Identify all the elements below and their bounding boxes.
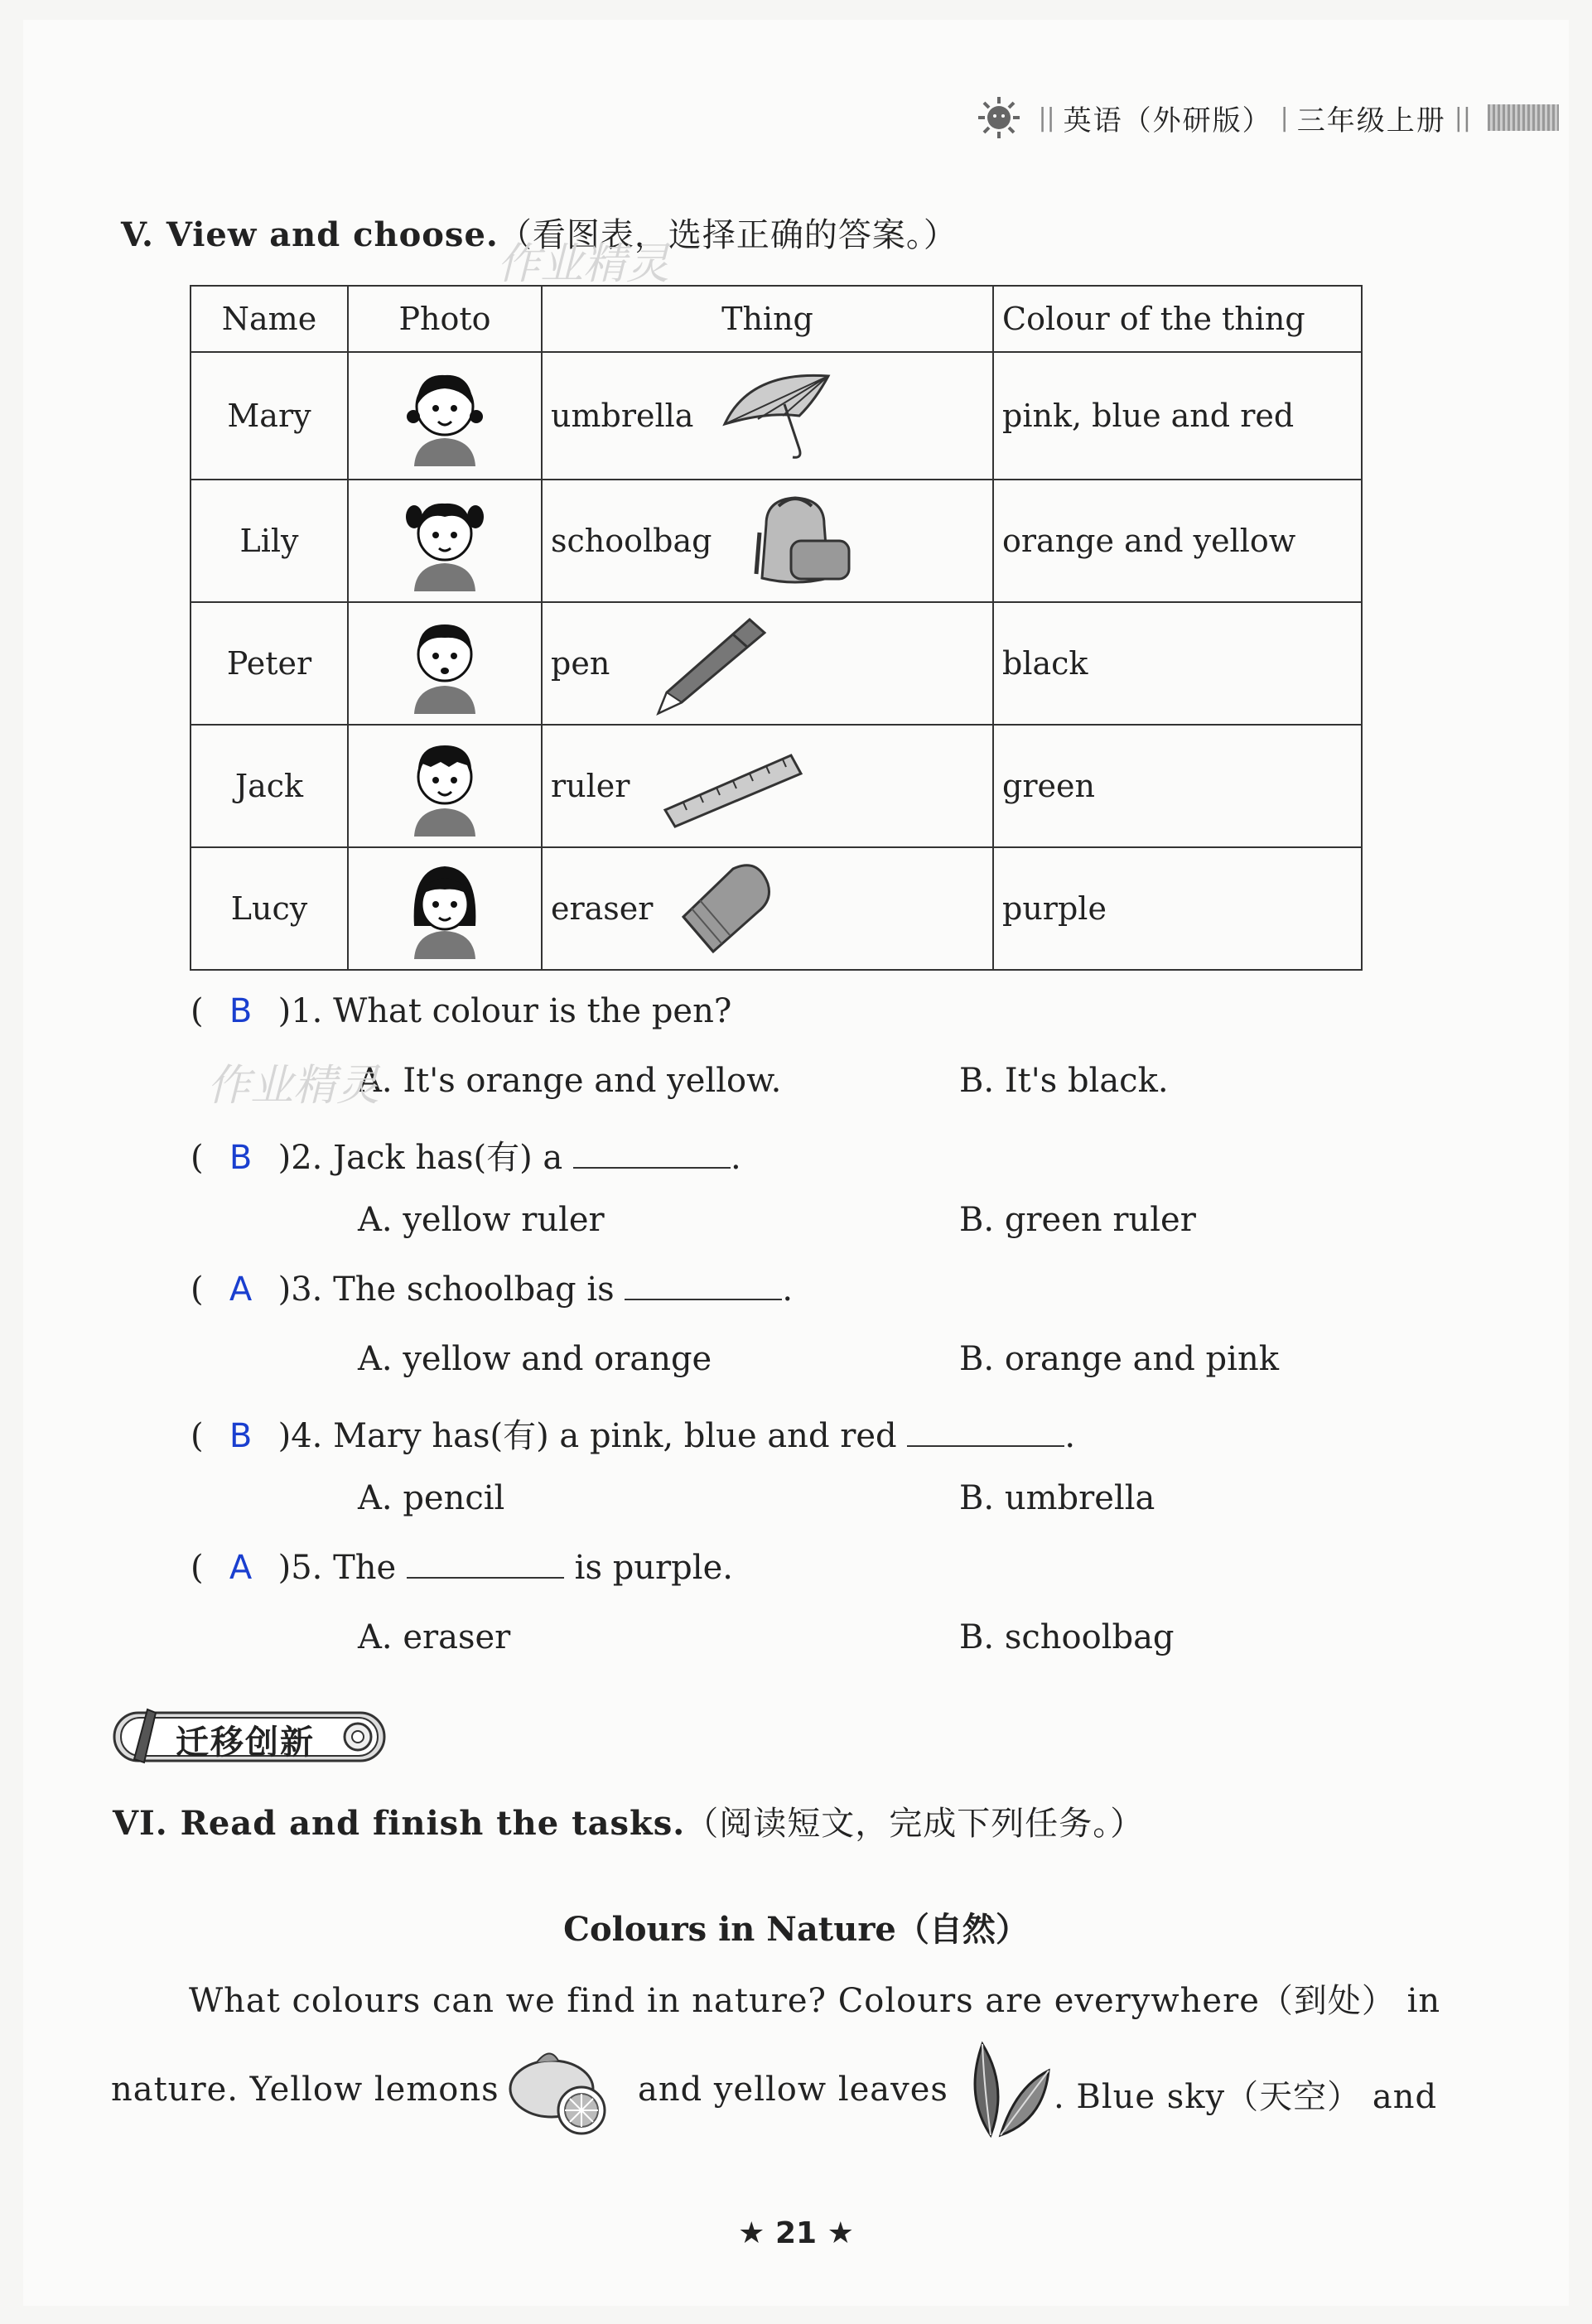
divider: | xyxy=(1280,103,1289,133)
answer-blank xyxy=(625,1274,782,1300)
answer-mark: B xyxy=(229,1417,253,1455)
divider: || xyxy=(1038,103,1055,133)
passage-line-2c: . Blue sky（天空） and xyxy=(1054,2078,1438,2116)
question-text: )4. Mary has(有) a pink, blue and red xyxy=(277,1417,897,1455)
question-suffix: is purple. xyxy=(574,1549,733,1587)
photo-cell xyxy=(348,602,542,725)
table-row xyxy=(191,725,1362,847)
girl-avatar-icon xyxy=(399,359,490,466)
page-number: ★ 21 ★ xyxy=(738,2216,854,2250)
table-row xyxy=(191,352,1362,480)
question-3: ( A )3. The schoolbag is . xyxy=(191,1270,794,1309)
question-5: ( A )5. The is purple. xyxy=(191,1549,733,1587)
option-a: A. yellow ruler xyxy=(358,1201,605,1239)
section-5-title-en: V. View and choose. xyxy=(121,215,499,254)
name-cell: Peter xyxy=(191,602,348,725)
eraser-icon xyxy=(675,859,783,958)
answer-mark: B xyxy=(229,1139,253,1177)
colour-cell: pink, blue and red xyxy=(993,352,1362,480)
question-text: )2. Jack has(有) a xyxy=(277,1139,563,1177)
header-colour: Colour of the thing xyxy=(993,286,1362,352)
colour-cell: green xyxy=(993,725,1362,847)
name-cell: Lucy xyxy=(191,847,348,970)
umbrella-icon xyxy=(716,366,841,465)
section-6-title-en: VI. Read and finish the tasks. xyxy=(113,1804,686,1843)
thing-name: schoolbag xyxy=(551,523,712,559)
name-cell: Mary xyxy=(191,352,348,480)
option-a: A. It's orange and yellow. xyxy=(358,1062,782,1100)
question-1: ( B )1. What colour is the pen? xyxy=(191,992,732,1030)
question-text: )5. The xyxy=(277,1549,397,1587)
question-suffix: . xyxy=(1064,1417,1076,1455)
ruler-icon xyxy=(659,740,808,832)
divider: || xyxy=(1454,103,1471,133)
photo-cell xyxy=(348,725,542,847)
answer-mark: B xyxy=(229,992,253,1030)
thing-name: pen xyxy=(551,645,610,682)
answer-blank xyxy=(907,1420,1064,1447)
option-a: A. pencil xyxy=(358,1479,505,1517)
header-stripe xyxy=(1488,104,1559,131)
badge-label: 迁移创新 xyxy=(176,1724,315,1762)
header-thing: Thing xyxy=(542,286,993,352)
option-b: B. It's black. xyxy=(959,1062,1169,1100)
boy-avatar-icon xyxy=(399,729,490,837)
passage-line-2b: and yellow leaves xyxy=(638,2071,948,2109)
question-text: )1. What colour is the pen? xyxy=(277,992,732,1030)
question-text: )3. The schoolbag is xyxy=(277,1270,615,1309)
boy-avatar-icon xyxy=(399,606,490,714)
option-a: A. eraser xyxy=(358,1618,511,1656)
sun-logo-icon xyxy=(977,95,1021,140)
table-header-row xyxy=(191,286,1362,352)
answer-mark: A xyxy=(229,1270,253,1309)
name-cell: Lily xyxy=(191,480,348,602)
question-suffix: . xyxy=(730,1139,741,1177)
photo-cell xyxy=(348,847,542,970)
name-cell: Jack xyxy=(191,725,348,847)
book-title: 英语（外研版） xyxy=(1063,104,1272,137)
question-4: ( B )4. Mary has(有) a pink, blue and red . xyxy=(191,1417,1076,1455)
option-b: B. schoolbag xyxy=(959,1618,1175,1656)
colour-cell: black xyxy=(993,602,1362,725)
option-b: B. orange and pink xyxy=(959,1340,1279,1378)
leaves-icon xyxy=(958,2037,1054,2140)
watermark: 作业精灵 xyxy=(207,1061,380,1111)
passage-title: Colours in Nature（自然） xyxy=(563,1910,1029,1949)
option-a: A. yellow and orange xyxy=(358,1340,712,1378)
section-6-title xyxy=(113,1797,1144,1844)
passage-line-1: What colours can we find in nature? Colours are everywhere（到处） in xyxy=(189,1982,1441,2020)
thing-name: eraser xyxy=(551,890,654,927)
grade-label: 三年级上册 xyxy=(1296,104,1446,137)
thing-cell xyxy=(542,352,993,480)
photo-cell xyxy=(348,352,542,480)
lemon-icon xyxy=(504,2041,616,2138)
answer-blank xyxy=(573,1142,731,1169)
page-header xyxy=(977,93,1559,142)
info-table xyxy=(190,285,1363,971)
option-b: B. green ruler xyxy=(959,1201,1196,1239)
photo-cell xyxy=(348,480,542,602)
question-suffix: . xyxy=(782,1270,794,1309)
watermark: 作业精灵 xyxy=(497,239,670,289)
colour-cell: orange and yellow xyxy=(993,480,1362,602)
table-row xyxy=(191,602,1362,725)
schoolbag-icon xyxy=(741,491,857,591)
option-b: B. umbrella xyxy=(959,1479,1155,1517)
thing-cell xyxy=(542,847,993,970)
thing-name: ruler xyxy=(551,768,630,804)
section-6-title-cn: （阅读短文，完成下列任务。） xyxy=(685,1805,1145,1843)
girl-bob-avatar-icon xyxy=(399,851,490,959)
header-photo: Photo xyxy=(348,286,542,352)
pen-icon xyxy=(642,610,774,717)
passage-line-2a: nature. Yellow lemons xyxy=(111,2071,499,2109)
header-name: Name xyxy=(191,286,348,352)
answer-blank xyxy=(407,1552,564,1579)
section-badge xyxy=(111,1706,389,1767)
thing-cell xyxy=(542,480,993,602)
question-2: ( B )2. Jack has(有) a . xyxy=(191,1139,741,1177)
thing-name: umbrella xyxy=(551,398,694,434)
colour-cell: purple xyxy=(993,847,1362,970)
table-row xyxy=(191,480,1362,602)
answer-mark: A xyxy=(229,1549,253,1587)
thing-cell xyxy=(542,725,993,847)
girl-pigtails-avatar-icon xyxy=(399,484,490,591)
section-5-title-cn: （看图表，选择正确的答案。） xyxy=(498,216,958,254)
table-row xyxy=(191,847,1362,970)
thing-cell xyxy=(542,602,993,725)
